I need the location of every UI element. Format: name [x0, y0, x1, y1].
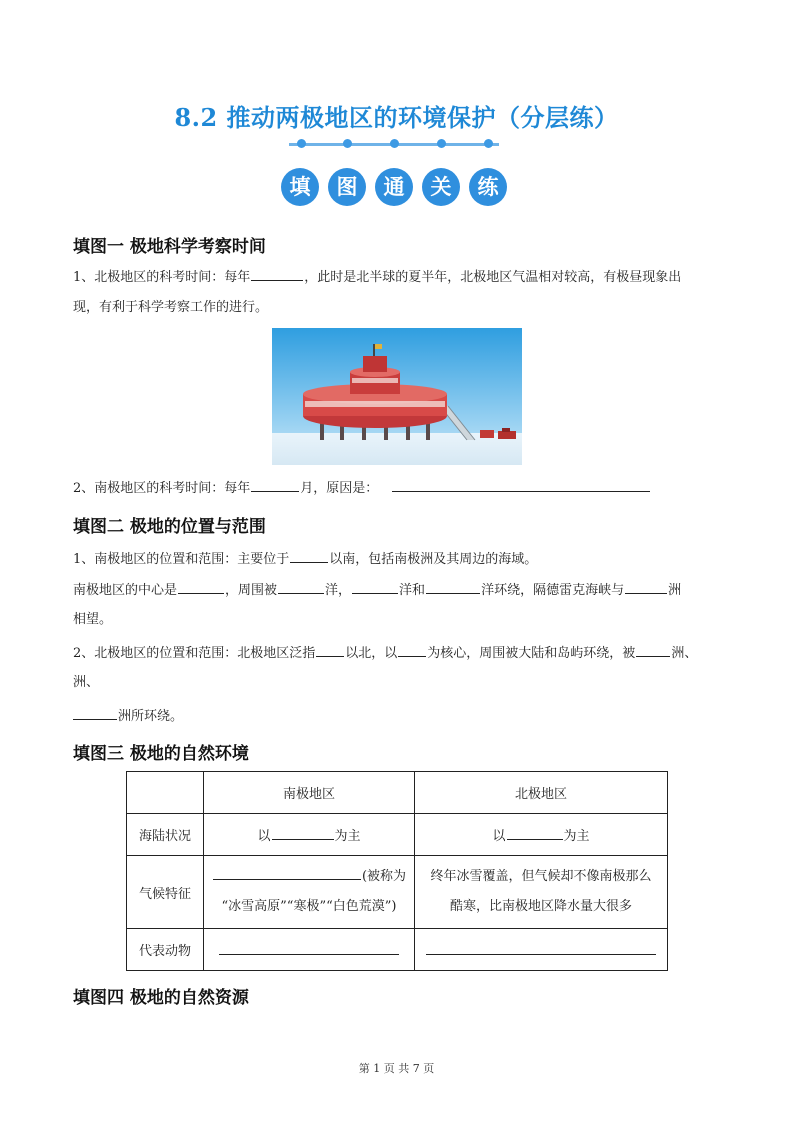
- table-header-south: 南极地区: [204, 772, 415, 814]
- divider-dot: [343, 139, 352, 148]
- divider-dot: [484, 139, 493, 148]
- table-header-row: [127, 772, 668, 814]
- blank-field[interactable]: [507, 825, 563, 840]
- table-row: [127, 814, 668, 856]
- row-label-climate: 气候特征: [127, 856, 204, 929]
- section2-line5: 洲、: [73, 675, 100, 690]
- divider-dot: [390, 139, 399, 148]
- section4-heading: 填图四 极地的自然资源: [73, 988, 249, 1008]
- blank-field[interactable]: [219, 940, 399, 955]
- badge-guan: 关: [422, 168, 460, 206]
- table-corner-cell: [127, 772, 204, 814]
- section2-line1: 1、南极地区的位置和范围：主要位于 以南，包括南极洲及其周边的海域。: [73, 548, 537, 570]
- blank-field[interactable]: [251, 477, 299, 492]
- section2-line4: 2、北极地区的位置和范围：北极地区泛指 以北，以 为核心，周围被大陆和岛屿环绕，被 洲、: [73, 642, 697, 664]
- blank-field[interactable]: [278, 579, 324, 594]
- blank-field[interactable]: [392, 477, 650, 492]
- research-station-photo: [272, 328, 522, 465]
- cell-south-climate: (被称为 “冰雪高原”“寒极”“白色荒漠”): [204, 856, 415, 929]
- section1-heading: 填图一 极地科学考察时间: [73, 237, 266, 257]
- section1-q2: 2、南极地区的科考时间：每年 月，原因是：: [73, 477, 651, 499]
- blank-field[interactable]: [290, 548, 328, 563]
- table-row: [127, 856, 668, 929]
- blank-field[interactable]: [251, 266, 303, 281]
- section3-heading: 填图三 极地的自然环境: [73, 744, 249, 764]
- blank-field[interactable]: [213, 865, 361, 880]
- cell-north-animals: [415, 929, 668, 971]
- badge-tong: 通: [375, 168, 413, 206]
- badge-tian: 填: [281, 168, 319, 206]
- blank-field[interactable]: [636, 642, 670, 657]
- divider-dot: [437, 139, 446, 148]
- page-title: 8.2 推动两极地区的环境保护（分层练）: [174, 103, 619, 132]
- blank-field[interactable]: [352, 579, 398, 594]
- section2-heading: 填图二 极地的位置与范围: [73, 517, 266, 537]
- cell-south-animals: [204, 929, 415, 971]
- page-footer: 第 1 页 共 7 页: [358, 1062, 435, 1075]
- section1-q1-line1: 1、北极地区的科考时间：每年 ，此时是北半球的夏半年，北极地区气温相对较高，有极昼现象出: [73, 266, 681, 288]
- badge-lian: 练: [469, 168, 507, 206]
- row-label-animals: 代表动物: [127, 929, 204, 971]
- section2-line3: 相望。: [73, 612, 113, 627]
- blank-field[interactable]: [426, 940, 656, 955]
- blank-field[interactable]: [426, 579, 480, 594]
- cell-north-land-sea: 以 为主: [415, 814, 668, 856]
- table-header-north: 北极地区: [415, 772, 668, 814]
- cell-north-climate: 终年冰雪覆盖，但气候却不像南极那么 酷寒，比南极地区降水量大很多: [415, 856, 668, 929]
- section2-line2: 南极地区的中心是 ，周围被 洋， 洋和 洋环绕，隔德雷克海峡与 洲: [73, 579, 681, 601]
- section2-line6: 洲所环绕。: [73, 705, 183, 727]
- badge-tu: 图: [328, 168, 366, 206]
- blank-field[interactable]: [73, 705, 117, 720]
- blank-field[interactable]: [625, 579, 667, 594]
- blank-field[interactable]: [398, 642, 426, 657]
- environment-table: [126, 771, 668, 971]
- blank-field[interactable]: [316, 642, 344, 657]
- blank-field[interactable]: [272, 825, 334, 840]
- divider-dot: [297, 139, 306, 148]
- table-row: [127, 929, 668, 971]
- blank-field[interactable]: [178, 579, 224, 594]
- cell-south-land-sea: 以 为主: [204, 814, 415, 856]
- section1-q1-line2: 现，有利于科学考察工作的进行。: [73, 300, 269, 315]
- row-label-land-sea: 海陆状况: [127, 814, 204, 856]
